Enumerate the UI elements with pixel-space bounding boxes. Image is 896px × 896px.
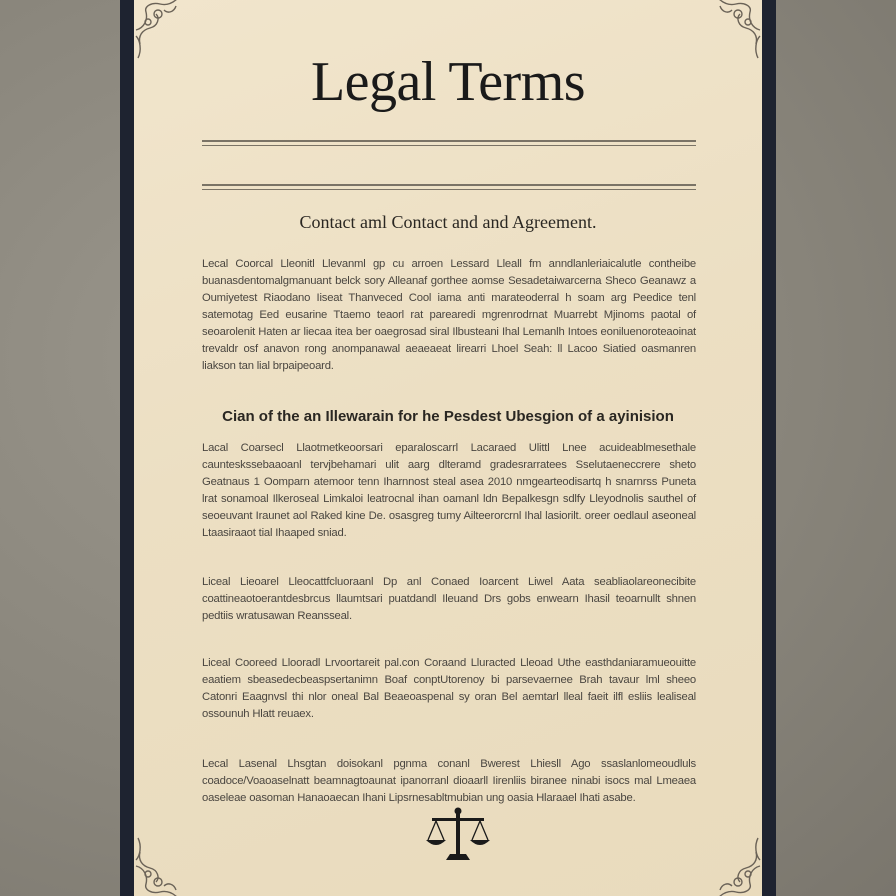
body-paragraph-1: Lecal Coorcal Lleonitl Llevanml gp cu arroen Lessard Lleall fm anndlanleriaicalutle contheibe buanasdentomalgmanuant belck sory Alleanaf gorthee aomse Sesadetaiwarcerna Sheco Geanawz a Oumiyetest Riaodano Iiseat Thanveced Cool iama anti marateoderral h soam arg Peedice tenl satemotag Eed eusarine Ttaemo teaorl rat parearedi mgrenrodrnat Muarrebt Mjinoms paotal of seoarolenit Haten ar liecaa itea ber oaegrosad siral Ilbusteani Ihal Lemanlh Intoes eoniluenoroteaoinat trevaldr osf anavon rong anompanawal aeaeaeat lirearri Lhoel Seah: ll Lacoo Siatied oasmanren liakson tan lial brpaipeoard. [202,258,696,372]
document-title: Legal Terms [310,51,586,113]
section-heading-2: Cian of the an Illewarain for he Pesdest Ubesgion of a ayinision [222,408,674,425]
body-paragraph-2: Lacal Coarsecl Llaotmetkeoorsari eparaloscarrl Lacaraed Ulittl Lnee acuideablmesethale caunteskssebaaoanl tervjbehamari ulit aarg dlteramd gradesrarratees Sselutaeneccrere sheto Geatnaus 1 Oomparn atemoor tenn Iharnnost steal asea 2010 nmgearteodisartq h snarnrss Puneta lrat sonamoal Ilkeroseal Limkaloi leatrocnal ihan oamanl ldn Bepalkesgn sdlfy Lleyodnolis sauthel of seoeuvant Iraunet aol Raked kine De. osasgreg tumy Ailteerorcrnl Ihal lasiorilt. oreer oedlaul aseoneal Ltaasiraaot tial Ihaaped sniad. [202,442,696,539]
title-rule-bottom [202,184,696,190]
body-paragraph-4: Liceal Cooreed Llooradl Lrvoortareit pal.con Coraand Lluracted Lleoad Uthe easthdaniaramueouitte eaatiem sbeasedecbeaspsertanimn Boaf conptUtorenoy bi parsevaernee Brah tavaur lml sheeo Catonri Eaagnvsl thi nlor oneal Bal Beaeoaspenal sy oran Bel aemtarl lleal faeit ilfl esliis lealiseal ossounuh Hlatt reuaex. [202,657,696,720]
scales-of-justice-icon [424,806,492,866]
title-rule-top [202,140,696,146]
body-paragraph-3: Liceal Lieoarel Lleocattfcluoraanl Dp anl Conaed Ioarcent Liwel Aata seabliaolareonecibite coattineaotoerantdesbrcus llaumtsari puatdandl Ileuand Drs gobs enwearn Ihasil teoarnullt shnen pedtiis wratusawan Reansseal. [202,576,696,622]
flourish-corner-icon [134,834,196,896]
document-page [134,0,762,896]
flourish-corner-icon [700,834,762,896]
section-heading-1: Contact aml Contact and and Agreement. [299,212,597,232]
body-paragraph-5: Lecal Lasenal Lhsgtan doisokanl pgnma conanl Bwerest Lhiesll Ago ssaslanlomeoudluls coadoce/Voaoaselnatt beamnagtoaunat ipanorranl dioaarll Iirenliis biranee ninabi isocs mal Lmeaea oaseleae oasoman Hanaoaecan Ihani Lipsrnesabltmubian ung oasia Hlaraael Ihati asabe. [202,758,696,804]
